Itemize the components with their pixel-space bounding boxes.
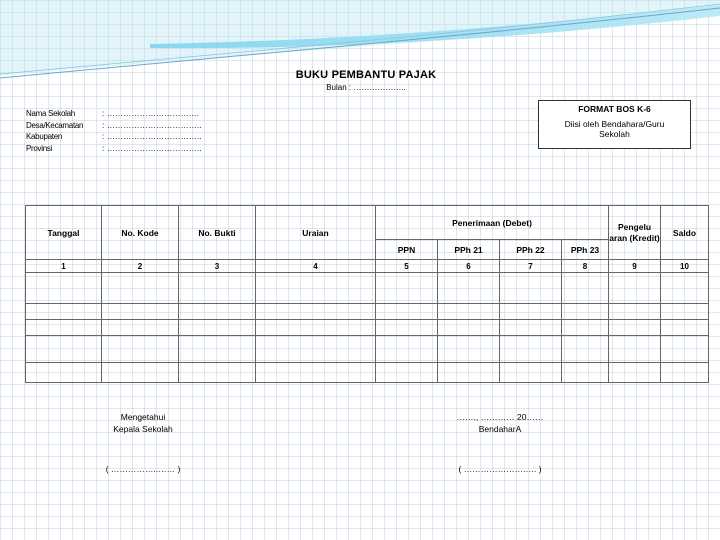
school-info [26, 108, 202, 154]
info-label: Kabupaten [26, 132, 63, 141]
table-row [26, 273, 709, 304]
info-label: Nama Sekolah [26, 109, 75, 118]
header-pph22: PPh 22 [500, 240, 562, 260]
header-no-kode: No. Kode [102, 206, 179, 260]
header-no-bukti: No. Bukti [179, 206, 256, 260]
column-number: 7 [500, 260, 562, 273]
header-pengeluaran: Pengelu aran (Kredit) [609, 206, 661, 260]
info-value: : …………………………….. [102, 143, 202, 153]
document-subtitle: Bulan : ……………….. [326, 83, 406, 92]
column-number: 6 [438, 260, 500, 273]
signature-right [430, 411, 570, 435]
header-pph23: PPh 23 [562, 240, 609, 260]
header-pph21: PPh 21 [438, 240, 500, 260]
column-number-row [26, 260, 709, 273]
format-description: Diisi oleh Bendahara/Guru Sekolah [564, 119, 665, 139]
column-number: 1 [26, 260, 102, 273]
header-ppn: PPN [376, 240, 438, 260]
header-penerimaan: Penerimaan (Debet) [376, 206, 609, 240]
info-row-school [26, 108, 202, 120]
signature-left [78, 411, 208, 435]
info-label: Provinsi [26, 143, 53, 153]
document-title: BUKU PEMBANTU PAJAK [295, 69, 437, 81]
table-row [26, 336, 709, 363]
info-value: : …………………………….. [102, 132, 202, 141]
info-row-province [26, 143, 202, 155]
info-value: : ………………………….… [102, 109, 200, 118]
info-row-regency [26, 131, 202, 143]
info-label: Desa/Kecamatan [26, 120, 84, 130]
format-title: FORMAT BOS K-6 [578, 104, 651, 114]
signature-left-name: ( ……………..…… ) [105, 464, 181, 474]
signature-right-name: ( ………………….…. ) [458, 464, 542, 474]
column-number: 9 [609, 260, 661, 273]
column-number: 10 [661, 260, 709, 273]
header-saldo: Saldo [661, 206, 709, 260]
column-number: 3 [179, 260, 256, 273]
column-number: 4 [256, 260, 376, 273]
info-value: : …………………………….. [102, 120, 202, 130]
column-number: 8 [562, 260, 609, 273]
table-row [26, 320, 709, 336]
signature-left-line1: Mengetahui [120, 412, 166, 422]
tax-ledger-table [25, 205, 709, 383]
header-uraian: Uraian [256, 206, 376, 260]
info-row-district [26, 120, 202, 132]
column-number: 5 [376, 260, 438, 273]
signature-right-line2: BendaharA [478, 424, 522, 434]
signature-right-line1: ……., ………… 20…… [456, 412, 544, 422]
table-row [26, 304, 709, 320]
format-box [538, 100, 691, 149]
table-row [26, 363, 709, 383]
column-number: 2 [102, 260, 179, 273]
header-tanggal: Tanggal [26, 206, 102, 260]
signature-left-line2: Kepala Sekolah [113, 424, 173, 434]
